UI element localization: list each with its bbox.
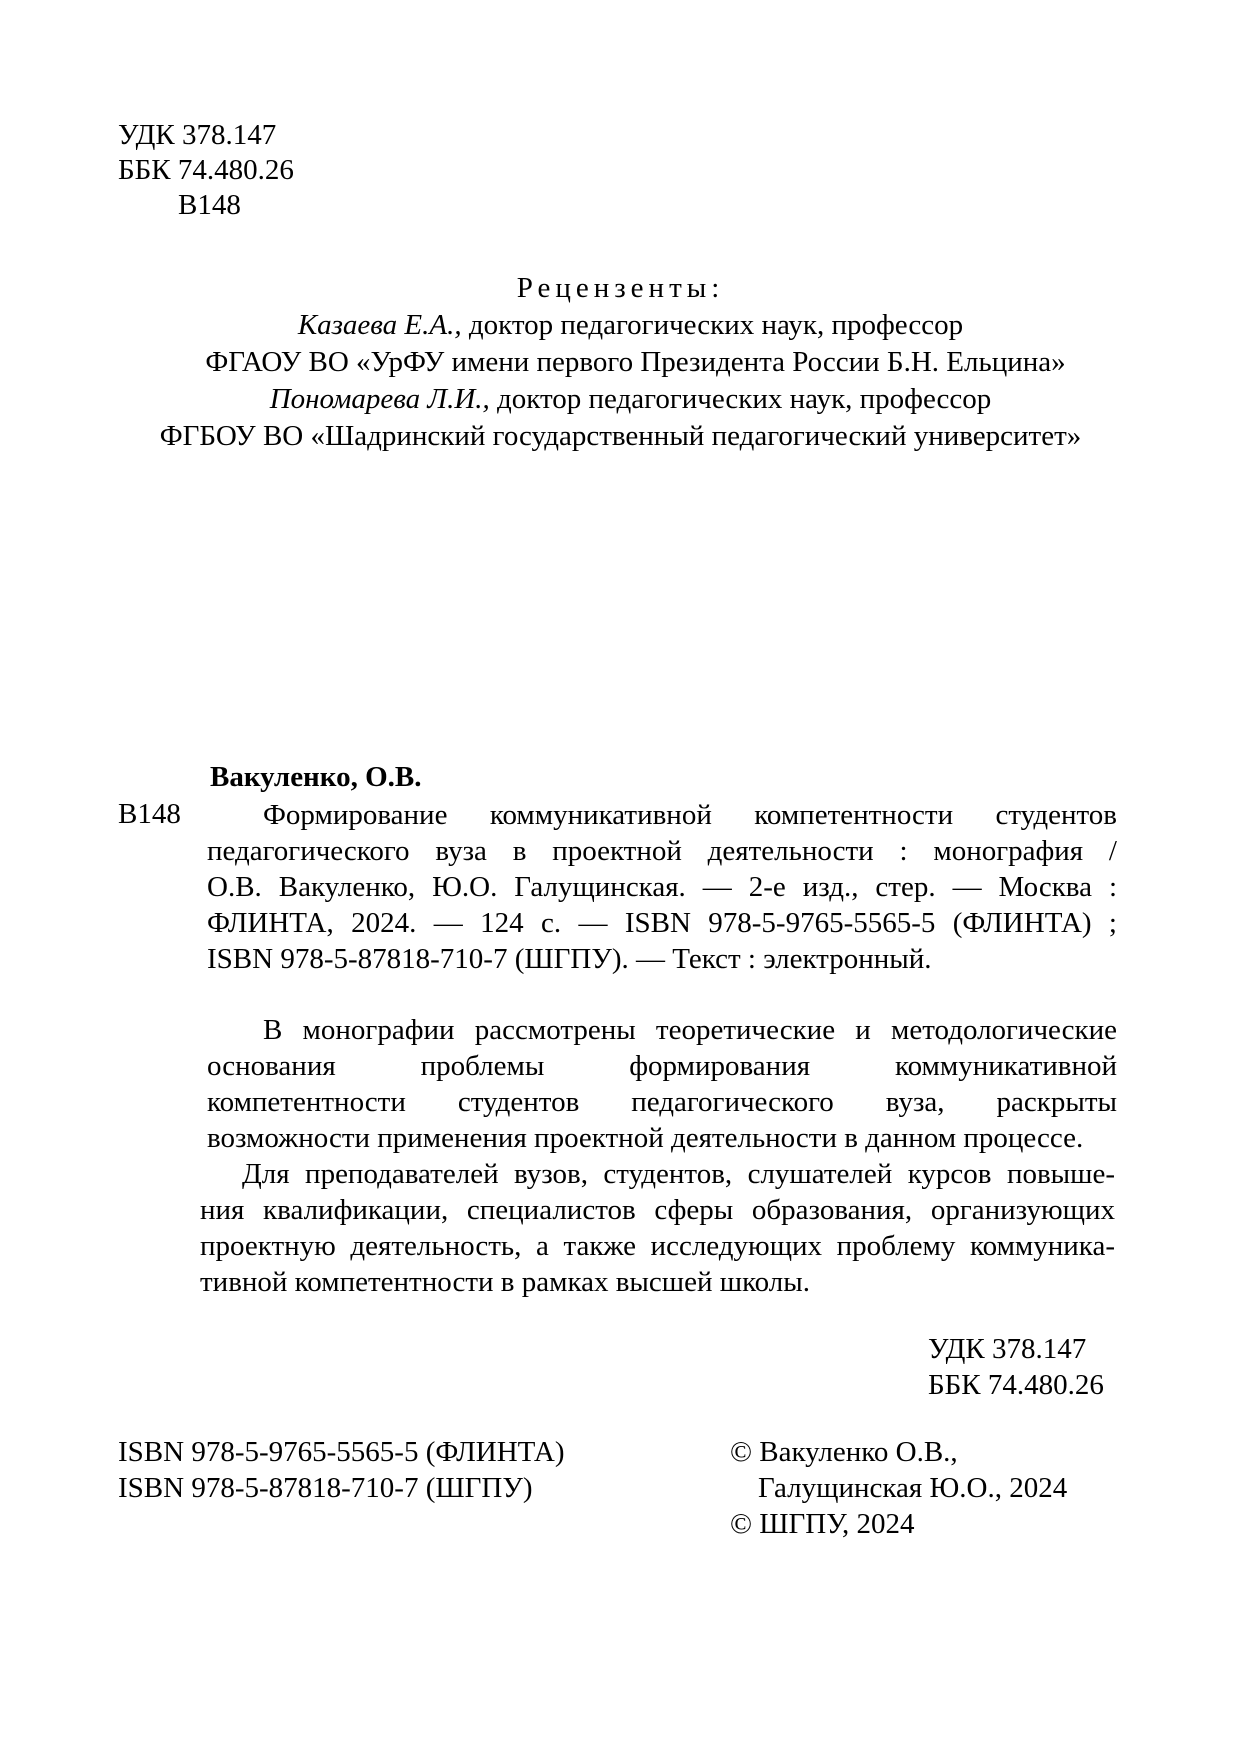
isbn-flinta: ISBN 978-5-9765-5565-5 (ФЛИНТА)	[118, 1436, 565, 1468]
bbk-code-bottom: ББК 74.480.26	[928, 1369, 1104, 1401]
copyright-block	[730, 1434, 1067, 1542]
audience-line: Для преподавателей вузов, студентов, слушателей курсов повыше-	[242, 1158, 1115, 1190]
isbn-shgpu: ISBN 978-5-87818-710-7 (ШГПУ)	[118, 1472, 533, 1504]
reviewer-2	[0, 381, 1241, 418]
reviewer-2-org: ФГБОУ ВО «Шадринский государственный педагогический университет»	[159, 420, 1082, 452]
copyright-line: Галущинская Ю.О., 2024	[758, 1472, 1068, 1504]
reviewers-block	[0, 270, 1241, 455]
audience-line: проектную деятельность, а также исследующих проблему коммуника-	[200, 1230, 1115, 1262]
description-line: ФЛИНТА, 2024. — 124 с. — ISBN 978-5-9765-5565-5 (ФЛИНТА) ;	[207, 907, 1117, 939]
copyright-line: © Вакуленко О.В.,	[730, 1436, 958, 1468]
udk-code: УДК 378.147	[118, 119, 277, 151]
isbn-block	[118, 1434, 565, 1506]
description-line: ISBN 978-5-87818-710-7 (ШГПУ). — Текст : электронный.	[207, 943, 932, 975]
reviewer-1	[0, 307, 1241, 344]
bbk-code: ББК 74.480.26	[118, 154, 294, 186]
abstract-line: компетентности студентов педагогического вуза, раскрыты	[207, 1086, 1117, 1118]
audience-line: ния квалификации, специалистов сферы образования, организующих	[200, 1194, 1115, 1226]
audience-paragraph	[200, 1156, 1115, 1300]
author-sign: В148	[178, 189, 241, 221]
reviewer-2-title: доктор педагогических наук, профессор	[489, 383, 992, 415]
description-line: Формирование коммуникативной компетентности студентов	[263, 799, 1117, 831]
abstract-line: основания проблемы формирования коммуникативной	[207, 1050, 1117, 1082]
reviewer-1-title: доктор педагогических наук, профессор	[461, 309, 964, 341]
abstract-line: возможности применения проектной деятельности в данном процессе.	[207, 1122, 1084, 1154]
bibliographic-description	[207, 797, 1117, 977]
record-code: В148	[118, 798, 181, 830]
reviewers-heading: Рецензенты:	[516, 272, 725, 304]
udk-footer-block	[928, 1331, 1104, 1403]
description-line: педагогического вуза в проектной деятельности : монография /	[207, 835, 1117, 867]
reviewer-1-name: Казаева Е.А.,	[297, 309, 462, 341]
copyright-line: © ШГПУ, 2024	[730, 1508, 915, 1540]
audience-line: тивной компетентности в рамках высшей школы.	[200, 1266, 811, 1298]
udk-header-block	[118, 118, 294, 223]
record-author: Вакуленко, О.В.	[210, 761, 422, 793]
reviewer-1-org: ФГАОУ ВО «УрФУ имени первого Президента России Б.Н. Ельцина»	[205, 346, 1066, 378]
abstract-line: В монографии рассмотрены теоретические и методологические	[263, 1014, 1117, 1046]
udk-code-bottom: УДК 378.147	[928, 1333, 1087, 1365]
abstract-paragraph	[207, 1012, 1117, 1156]
reviewer-2-name: Пономарева Л.И.,	[269, 383, 490, 415]
description-line: О.В. Вакуленко, Ю.О. Галущинская. — 2-е изд., стер. — Москва :	[207, 871, 1117, 903]
